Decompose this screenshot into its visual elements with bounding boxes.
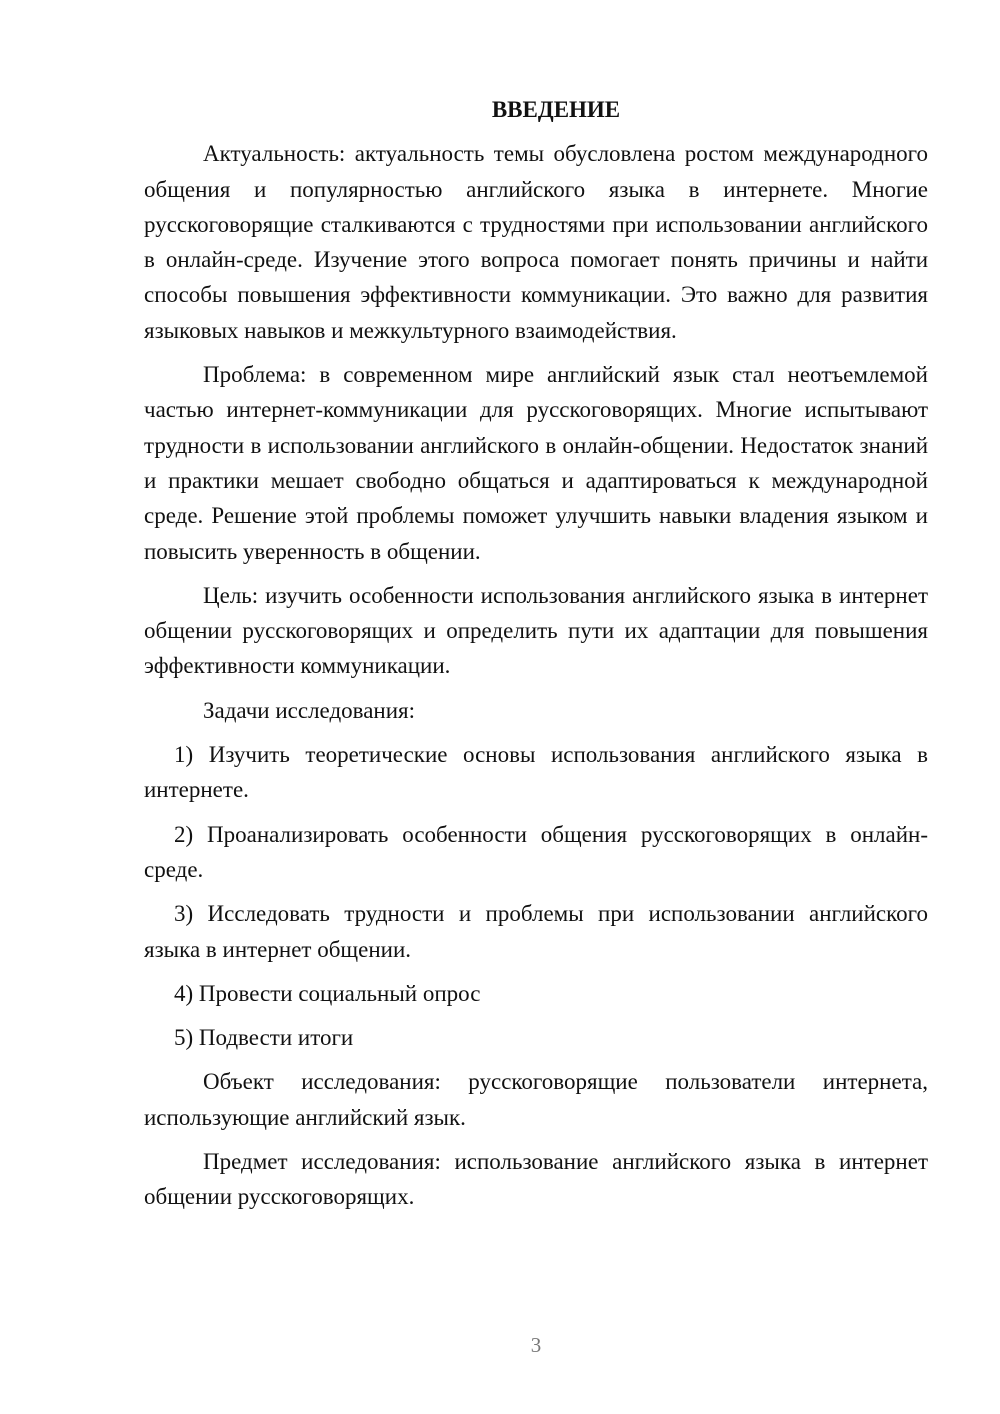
task-item-3: 3) Исследовать трудности и проблемы при использовании английского языка в интернет общении. xyxy=(144,901,928,962)
paragraph-subject: Предмет исследования: использование английского языка в интернет общении русскоговорящих. xyxy=(144,1149,928,1210)
page-content xyxy=(144,92,928,1224)
paragraph-problem: Проблема: в современном мире английский язык стал неотъемлемой частью интернет-коммуникации для русскоговорящих. Многие испытывают трудности в использовании английского в онлайн-общении. Недостаток знаний и практики мешает свободно общаться и адаптироваться к международной среде. Решение этой проблемы поможет улучшить навыки владения языком и повысить уверенность в общении. xyxy=(144,362,928,564)
task-item-1: 1) Изучить теоретические основы использования английского языка в интернете. xyxy=(144,742,928,803)
paragraph-object: Объект исследования: русскоговорящие пользователи интернета, использующие английский язык. xyxy=(144,1069,928,1130)
paragraph-relevance: Актуальность: актуальность темы обусловлена ростом международного общения и популярностью английского языка в интернете. Многие русскоговорящие сталкиваются с трудностями при использовании английского в онлайн-среде. Изучение этого вопроса помогает понять причины и найти способы повышения эффективности коммуникации. Это важно для развития языковых навыков и межкультурного взаимодействия. xyxy=(144,141,928,343)
task-item-5: 5) Подвести итоги xyxy=(174,1025,354,1051)
task-item-4: 4) Провести социальный опрос xyxy=(174,980,481,1006)
tasks-title: Задачи исследования: xyxy=(203,697,416,723)
page-number: 3 xyxy=(530,1333,542,1357)
task-item-2: 2) Проанализировать особенности общения русскоговорящих в онлайн-среде. xyxy=(144,821,928,882)
paragraph-goal: Цель: изучить особенности использования английского языка в интернет общении русскоговорящих и определить пути их адаптации для повышения эффективности коммуникации. xyxy=(144,582,928,679)
section-heading: ВВЕДЕНИЕ xyxy=(491,97,621,122)
